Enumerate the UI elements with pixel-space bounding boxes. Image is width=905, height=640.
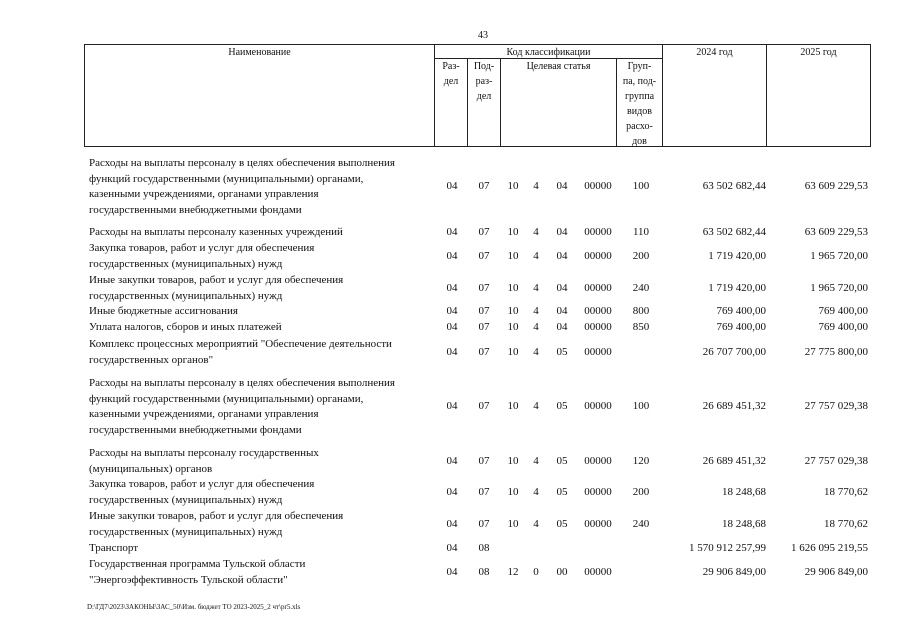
row-target-1: 12 bbox=[507, 566, 519, 578]
row-2024: 63 502 682,44 bbox=[702, 226, 766, 238]
row-target-3: 05 bbox=[556, 400, 568, 412]
row-target-2: 4 bbox=[533, 518, 539, 530]
row-target-1: 10 bbox=[507, 282, 519, 294]
row-target-4: 00000 bbox=[584, 518, 612, 530]
row-name: Транспорт bbox=[89, 542, 139, 554]
row-name: Расходы на выплаты персоналу казенных учреждений bbox=[89, 226, 343, 238]
row-razdel: 04 bbox=[446, 455, 458, 467]
row-2024: 26 689 451,32 bbox=[702, 400, 766, 412]
row-podrazdel: 07 bbox=[478, 321, 490, 333]
row-target-2: 4 bbox=[533, 282, 539, 294]
row-expense-type: 240 bbox=[632, 282, 650, 294]
row-target-3: 04 bbox=[556, 226, 568, 238]
row-podrazdel: 07 bbox=[478, 250, 490, 262]
row-target-4: 00000 bbox=[584, 282, 612, 294]
row-target-3: 05 bbox=[556, 455, 568, 467]
row-2025: 1 626 095 219,55 bbox=[791, 542, 868, 554]
row-target-1: 10 bbox=[507, 321, 519, 333]
row-razdel: 04 bbox=[446, 400, 458, 412]
row-name: Комплекс процессных мероприятий "Обеспечение деятельности государственных органов" bbox=[89, 338, 392, 366]
row-target-2: 4 bbox=[533, 321, 539, 333]
row-razdel: 04 bbox=[446, 542, 458, 554]
row-podrazdel: 07 bbox=[478, 180, 490, 192]
row-2024: 63 502 682,44 bbox=[702, 180, 766, 192]
row-target-1: 10 bbox=[507, 486, 519, 498]
row-expense-type: 240 bbox=[632, 518, 650, 530]
row-razdel: 04 bbox=[446, 250, 458, 262]
row-target-3: 05 bbox=[556, 486, 568, 498]
row-2025: 1 965 720,00 bbox=[810, 250, 868, 262]
row-razdel: 04 bbox=[446, 180, 458, 192]
row-target-2: 0 bbox=[533, 566, 539, 578]
row-2024: 18 248,68 bbox=[722, 518, 766, 530]
row-target-1: 10 bbox=[507, 400, 519, 412]
row-podrazdel: 07 bbox=[478, 486, 490, 498]
row-name: Закупка товаров, работ и услуг для обеспечения государственных (муниципальных) нужд bbox=[89, 478, 315, 506]
row-target-2: 4 bbox=[533, 180, 539, 192]
row-2024: 1 719 420,00 bbox=[708, 250, 766, 262]
page-number: 43 bbox=[478, 30, 488, 41]
row-target-2: 4 bbox=[533, 346, 539, 358]
row-2024: 1 570 912 257,99 bbox=[689, 542, 766, 554]
row-target-3: 00 bbox=[556, 566, 568, 578]
row-target-4: 00000 bbox=[584, 180, 612, 192]
row-target-2: 4 bbox=[533, 455, 539, 467]
row-podrazdel: 07 bbox=[478, 226, 490, 238]
header-podrazdel: Под- раз- дел bbox=[467, 58, 501, 147]
row-name: Закупка товаров, работ и услуг для обеспечения государственных (муниципальных) нужд bbox=[89, 242, 315, 270]
row-2024: 26 689 451,32 bbox=[702, 455, 766, 467]
row-target-4: 00000 bbox=[584, 486, 612, 498]
row-target-4: 00000 bbox=[584, 226, 612, 238]
row-2025: 18 770,62 bbox=[824, 518, 868, 530]
row-name: Иные бюджетные ассигнования bbox=[89, 305, 238, 317]
footer-file-path: D:\ГД7\2023\ЗАКОНЫ\ЗАС_50\Изм. бюджет ТО 2023-2025_2 чт\pr5.xls bbox=[87, 603, 301, 611]
row-2024: 769 400,00 bbox=[716, 321, 766, 333]
row-razdel: 04 bbox=[446, 305, 458, 317]
row-expense-type: 800 bbox=[632, 305, 650, 317]
header-name: Наименование bbox=[84, 44, 435, 147]
row-2024: 769 400,00 bbox=[716, 305, 766, 317]
row-podrazdel: 07 bbox=[478, 305, 490, 317]
row-target-4: 00000 bbox=[584, 400, 612, 412]
row-target-1: 10 bbox=[507, 518, 519, 530]
table-header bbox=[84, 44, 871, 147]
row-target-1: 10 bbox=[507, 305, 519, 317]
row-target-3: 04 bbox=[556, 180, 568, 192]
row-2025: 769 400,00 bbox=[818, 321, 868, 333]
row-expense-type: 850 bbox=[632, 321, 650, 333]
row-podrazdel: 07 bbox=[478, 400, 490, 412]
row-name: Иные закупки товаров, работ и услуг для обеспечения государственных (муниципальных) нужд bbox=[89, 510, 344, 538]
row-2024: 26 707 700,00 bbox=[702, 346, 766, 358]
row-target-2: 4 bbox=[533, 400, 539, 412]
row-target-4: 00000 bbox=[584, 346, 612, 358]
row-target-3: 05 bbox=[556, 518, 568, 530]
row-target-4: 00000 bbox=[584, 455, 612, 467]
row-podrazdel: 07 bbox=[478, 282, 490, 294]
row-name: Иные закупки товаров, работ и услуг для обеспечения государственных (муниципальных) нужд bbox=[89, 274, 344, 302]
row-razdel: 04 bbox=[446, 346, 458, 358]
row-target-2: 4 bbox=[533, 486, 539, 498]
row-expense-type: 120 bbox=[632, 455, 650, 467]
header-razdel: Раз- дел bbox=[434, 58, 468, 147]
row-2025: 63 609 229,53 bbox=[804, 226, 868, 238]
header-target-article: Целевая статья bbox=[500, 58, 617, 147]
row-2025: 769 400,00 bbox=[818, 305, 868, 317]
row-target-4: 00000 bbox=[584, 305, 612, 317]
row-razdel: 04 bbox=[446, 518, 458, 530]
row-target-4: 00000 bbox=[584, 321, 612, 333]
row-expense-type: 110 bbox=[632, 226, 650, 238]
row-razdel: 04 bbox=[446, 321, 458, 333]
row-name: Уплата налогов, сборов и иных платежей bbox=[89, 321, 282, 333]
row-target-2: 4 bbox=[533, 226, 539, 238]
row-target-3: 04 bbox=[556, 282, 568, 294]
row-razdel: 04 bbox=[446, 226, 458, 238]
header-year-2025: 2025 год bbox=[766, 44, 871, 147]
row-2025: 63 609 229,53 bbox=[804, 180, 868, 192]
row-target-3: 04 bbox=[556, 321, 568, 333]
row-name: Расходы на выплаты персоналу государственных (муниципальных) органов bbox=[89, 447, 319, 475]
header-year-2024: 2024 год bbox=[662, 44, 767, 147]
row-expense-type: 200 bbox=[632, 250, 650, 262]
row-2025: 18 770,62 bbox=[824, 486, 868, 498]
row-target-3: 05 bbox=[556, 346, 568, 358]
row-podrazdel: 07 bbox=[478, 455, 490, 467]
row-razdel: 04 bbox=[446, 566, 458, 578]
row-podrazdel: 08 bbox=[478, 542, 490, 554]
row-2024: 29 906 849,00 bbox=[702, 566, 766, 578]
header-expense-group: Груп- па, под- группа видов расхо- дов bbox=[616, 58, 663, 147]
row-podrazdel: 07 bbox=[478, 518, 490, 530]
row-target-1: 10 bbox=[507, 250, 519, 262]
row-podrazdel: 07 bbox=[478, 346, 490, 358]
row-expense-type: 100 bbox=[632, 180, 650, 192]
row-target-4: 00000 bbox=[584, 566, 612, 578]
row-target-3: 04 bbox=[556, 250, 568, 262]
row-target-2: 4 bbox=[533, 250, 539, 262]
row-target-3: 04 bbox=[556, 305, 568, 317]
row-expense-type: 100 bbox=[632, 400, 650, 412]
row-target-1: 10 bbox=[507, 226, 519, 238]
row-target-1: 10 bbox=[507, 455, 519, 467]
header-code: Код классификации bbox=[434, 44, 663, 59]
row-razdel: 04 bbox=[446, 282, 458, 294]
row-razdel: 04 bbox=[446, 486, 458, 498]
row-expense-type: 200 bbox=[632, 486, 650, 498]
row-target-1: 10 bbox=[507, 180, 519, 192]
row-2025: 27 775 800,00 bbox=[804, 346, 868, 358]
row-name: Расходы на выплаты персоналу в целях обеспечения выполнения функций государственными (муниципальными) органами, казенными учреждениями, органами управления государственными внебюджетными фондами bbox=[89, 377, 395, 436]
row-2025: 27 757 029,38 bbox=[804, 455, 868, 467]
row-name: Расходы на выплаты персоналу в целях обеспечения выполнения функций государственными (муниципальными) органами, казенными учреждениями, органами управления государственными внебюджетными фондами bbox=[89, 157, 395, 216]
row-target-1: 10 bbox=[507, 346, 519, 358]
row-2025: 1 965 720,00 bbox=[810, 282, 868, 294]
row-2024: 18 248,68 bbox=[722, 486, 766, 498]
row-2024: 1 719 420,00 bbox=[708, 282, 766, 294]
row-2025: 27 757 029,38 bbox=[804, 400, 868, 412]
row-target-2: 4 bbox=[533, 305, 539, 317]
row-podrazdel: 08 bbox=[478, 566, 490, 578]
row-name: Государственная программа Тульской области "Энергоэффективность Тульской области" bbox=[89, 558, 306, 586]
row-2025: 29 906 849,00 bbox=[804, 566, 868, 578]
row-target-4: 00000 bbox=[584, 250, 612, 262]
